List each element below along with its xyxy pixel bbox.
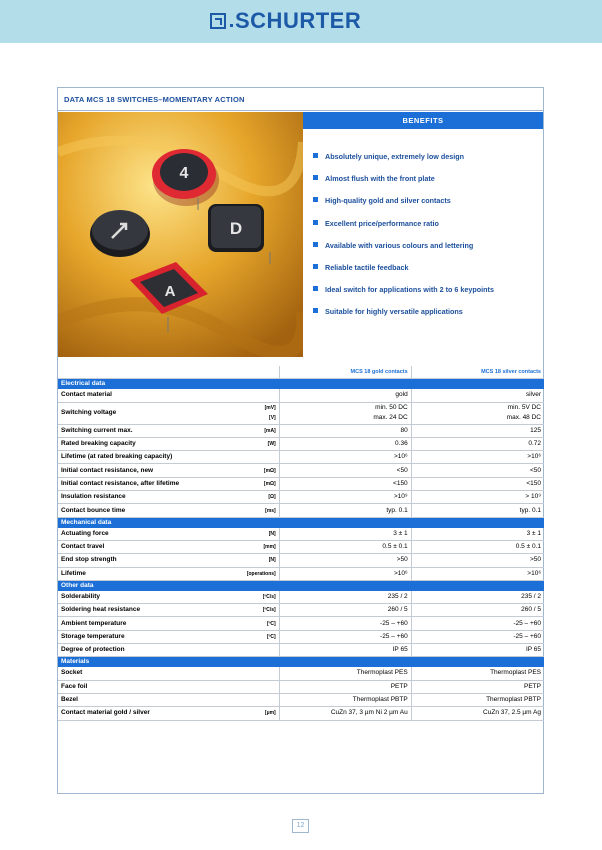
col-header-gold: MCS 18 gold contacts: [279, 366, 411, 379]
value-silver: 125: [411, 424, 544, 437]
row-label: Socket: [58, 667, 230, 680]
row-label: Initial contact resistance, new: [58, 464, 230, 477]
value-silver: -25 – +60: [411, 630, 544, 643]
table-row: [58, 630, 544, 643]
row-label: End stop strength: [58, 554, 230, 567]
row-label: Bezel: [58, 693, 230, 706]
section-title: Electrical data: [58, 379, 544, 389]
row-label: Contact material gold / silver: [58, 707, 230, 720]
value-silver: 3 ± 1: [411, 527, 544, 540]
row-unit: [mA]: [230, 424, 279, 437]
value-gold: 260 / 5: [279, 604, 411, 617]
row-unit: [operations]: [230, 567, 279, 580]
value-gold: 3 ± 1: [279, 527, 411, 540]
row-label: Storage temperature: [58, 630, 230, 643]
row-unit: [230, 389, 279, 402]
table-row: [58, 451, 544, 464]
row-label: Contact material: [58, 389, 230, 402]
value-silver: 0.5 ± 0.1: [411, 540, 544, 553]
row-unit: [mΩ]: [230, 464, 279, 477]
value-silver: >50: [411, 554, 544, 567]
value-silver: <150: [411, 477, 544, 490]
table-row: [58, 680, 544, 693]
row-label: Switching current max.: [58, 424, 230, 437]
bullet-square-icon: [313, 308, 318, 313]
benefit-item: Absolutely unique, extremely low design: [313, 152, 494, 174]
benefit-item: Available with various colours and lettering: [313, 241, 494, 263]
benefit-item: Almost flush with the front plate: [313, 174, 494, 196]
table-row: [58, 424, 544, 437]
value-gold: -25 – +60: [279, 617, 411, 630]
bullet-square-icon: [313, 264, 318, 269]
value-gold: 0.5 ± 0.1: [279, 540, 411, 553]
table-row: [58, 554, 544, 567]
value-silver: 260 / 5: [411, 604, 544, 617]
row-unit: [ºC]: [230, 617, 279, 630]
row-unit: [230, 667, 279, 680]
value-silver: >10⁶: [411, 567, 544, 580]
section-title: Materials: [58, 657, 544, 667]
row-label: Contact bounce time: [58, 504, 230, 517]
benefit-item: High-quality gold and silver contacts: [313, 196, 494, 218]
row-label: Ambient temperature: [58, 617, 230, 630]
row-unit: [W]: [230, 437, 279, 450]
value-silver: Thermoplast PES: [411, 667, 544, 680]
row-unit: [230, 451, 279, 464]
value-gold: >50: [279, 554, 411, 567]
table-row: [58, 504, 544, 517]
section-header-row: [58, 379, 544, 389]
row-unit: [N]: [230, 527, 279, 540]
value-silver: 0.72: [411, 437, 544, 450]
section-title: Mechanical data: [58, 517, 544, 527]
row-unit: [230, 644, 279, 657]
benefit-item: Ideal switch for applications with 2 to 6 keypoints: [313, 285, 494, 307]
col-header-silver: MCS 18 silver contacts: [411, 366, 544, 379]
spec-header-row: [58, 366, 544, 379]
row-unit: [Ω]: [230, 491, 279, 504]
value-gold: -25 – +60: [279, 630, 411, 643]
logo-text: SCHURTER: [235, 8, 362, 33]
value-gold: >10⁹: [279, 491, 411, 504]
value-gold: >10⁶: [279, 567, 411, 580]
schurter-logo: [210, 9, 361, 33]
section-title: Other data: [58, 580, 544, 590]
benefit-item: Excellent price/performance ratio: [313, 219, 494, 241]
table-row: [58, 604, 544, 617]
table-row: [58, 644, 544, 657]
spec-table: [58, 366, 544, 721]
row-unit: [mm]: [230, 540, 279, 553]
bullet-square-icon: [313, 175, 318, 180]
table-row: [58, 527, 544, 540]
section-header-row: [58, 580, 544, 590]
row-unit: [µm]: [230, 707, 279, 720]
table-row: [58, 491, 544, 504]
logo-mark-icon: [210, 13, 226, 29]
value-silver: PETP: [411, 680, 544, 693]
row-label: Rated breaking capacity: [58, 437, 230, 450]
value-silver: <50: [411, 464, 544, 477]
value-gold: Thermoplast PBTP: [279, 693, 411, 706]
value-gold: <150: [279, 477, 411, 490]
value-gold: typ. 0.1: [279, 504, 411, 517]
row-unit: [mΩ]: [230, 477, 279, 490]
row-label: Actuating force: [58, 527, 230, 540]
table-row: [58, 540, 544, 553]
row-label: Initial contact resistance, after lifetime: [58, 477, 230, 490]
table-row: [58, 707, 544, 720]
value-silver: IP 65: [411, 644, 544, 657]
row-unit: [230, 693, 279, 706]
key-label-d: D: [229, 219, 243, 238]
row-unit: [ºC]: [230, 630, 279, 643]
value-gold: <50: [279, 464, 411, 477]
product-photo: [58, 112, 303, 357]
row-label: Lifetime: [58, 567, 230, 580]
bullet-square-icon: [313, 153, 318, 158]
value-gold: 80: [279, 424, 411, 437]
bullet-square-icon: [313, 286, 318, 291]
row-unit: [ºC/s]: [230, 604, 279, 617]
row-label: Switching voltage: [58, 402, 230, 424]
value-silver: CuZn 37, 2.5 µm Ag: [411, 707, 544, 720]
table-row: [58, 693, 544, 706]
bullet-square-icon: [313, 242, 318, 247]
row-unit: [ºC/s]: [230, 590, 279, 603]
section-header-row: [58, 657, 544, 667]
sheet-title: DATA MCS 18 SWITCHES–MOMENTARY ACTION: [58, 88, 543, 111]
value-gold: min. 50 DC max. 24 DC: [279, 402, 411, 424]
row-label: Degree of protection: [58, 644, 230, 657]
bullet-square-icon: [313, 197, 318, 202]
value-silver: min. 5V DC max. 48 DC: [411, 402, 544, 424]
value-silver: >10⁶: [411, 451, 544, 464]
row-unit: [N]: [230, 554, 279, 567]
row-unit: [ms]: [230, 504, 279, 517]
table-row: [58, 617, 544, 630]
value-silver: > 10⁹: [411, 491, 544, 504]
row-unit: [mV] [V]: [230, 402, 279, 424]
table-row: [58, 477, 544, 490]
benefit-item: Suitable for highly versatile applications: [313, 307, 494, 329]
table-row: [58, 590, 544, 603]
benefits-heading: BENEFITS: [303, 112, 543, 129]
value-silver: -25 – +60: [411, 617, 544, 630]
value-silver: Thermoplast PBTP: [411, 693, 544, 706]
row-label: Lifetime (at rated breaking capacity): [58, 451, 230, 464]
benefit-item: Reliable tactile feedback: [313, 263, 494, 285]
value-silver: typ. 0.1: [411, 504, 544, 517]
table-row: [58, 402, 544, 424]
row-label: Face foil: [58, 680, 230, 693]
value-silver: silver: [411, 389, 544, 402]
table-row: [58, 464, 544, 477]
table-row: [58, 437, 544, 450]
table-row: [58, 667, 544, 680]
row-label: Contact travel: [58, 540, 230, 553]
value-gold: gold: [279, 389, 411, 402]
row-label: Soldering heat resistance: [58, 604, 230, 617]
key-label-a: A: [164, 283, 176, 300]
table-row: [58, 389, 544, 402]
section-header-row: [58, 517, 544, 527]
value-gold: 235 / 2: [279, 590, 411, 603]
row-label: Solderability: [58, 590, 230, 603]
value-gold: >10⁶: [279, 451, 411, 464]
switches-illustration: [58, 112, 303, 357]
value-gold: IP 65: [279, 644, 411, 657]
benefits-list: [313, 152, 494, 330]
row-label: Insulation resistance: [58, 491, 230, 504]
value-gold: 0.36: [279, 437, 411, 450]
page-number: 12: [292, 819, 309, 833]
value-gold: PETP: [279, 680, 411, 693]
value-silver: 235 / 2: [411, 590, 544, 603]
value-gold: Thermoplast PES: [279, 667, 411, 680]
bullet-square-icon: [313, 220, 318, 225]
table-row: [58, 567, 544, 580]
row-unit: [230, 680, 279, 693]
key-label-4: 4: [179, 165, 189, 182]
value-gold: CuZn 37, 3 µm Ni 2 µm Au: [279, 707, 411, 720]
benefits-panel: [303, 112, 543, 357]
